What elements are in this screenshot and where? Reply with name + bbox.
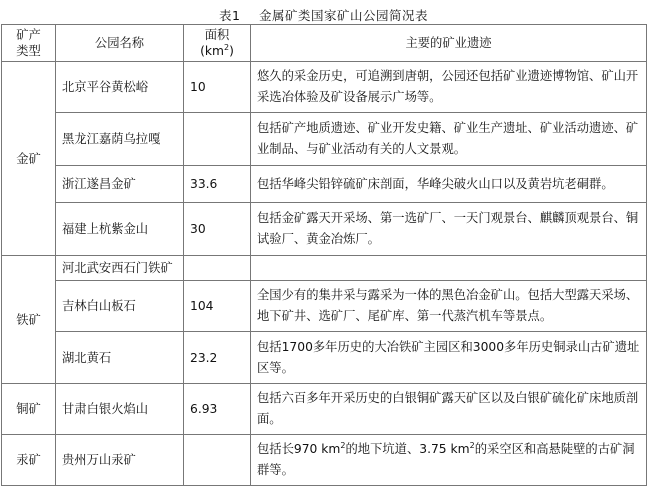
header-area-unit-sup: 2: [224, 42, 230, 52]
relics-text-part3: 的采空区和高悬陡壁的古矿洞群等。: [257, 442, 635, 477]
table-row: [2, 281, 647, 332]
park-relics: [251, 435, 647, 486]
type-cell-gold: 金矿: [2, 62, 56, 256]
park-area: 33.6: [184, 166, 251, 203]
park-area: [184, 256, 251, 281]
park-relics: 包括金矿露天开采场、第一选矿厂、一天门观景台、麒麟顶观景台、铜试验厂、黄金冶炼厂。: [251, 203, 647, 256]
header-area: [184, 25, 251, 62]
table-row: [2, 203, 647, 256]
park-relics: [251, 256, 647, 281]
relics-text-part1: 包括长970 km: [257, 442, 341, 456]
relics-sup2: 2: [469, 440, 475, 450]
mine-parks-table: [1, 24, 647, 486]
park-area: [184, 113, 251, 166]
table-row: [2, 384, 647, 435]
header-area-unit-close: ): [229, 44, 234, 58]
header-type-line2: 类型: [16, 44, 41, 58]
park-relics: 包括1700多年历史的大冶铁矿主园区和3000多年历史铜录山古矿遗址区等。: [251, 332, 647, 384]
park-relics: 包括华峰尖铅锌硫矿床剖面，华峰尖破火山口以及黄岩坑老硐群。: [251, 166, 647, 203]
table-caption: [0, 6, 647, 24]
park-relics: 包括六百多年开采历史的白银铜矿露天矿区以及白银矿硫化矿床地质剖面。: [251, 384, 647, 435]
header-row: [2, 25, 647, 62]
table-row: [2, 113, 647, 166]
table-row: [2, 166, 647, 203]
header-relics: 主要的矿业遗迹: [251, 25, 647, 62]
park-name: 黑龙江嘉荫乌拉嘎: [56, 113, 184, 166]
type-cell-iron: 铁矿: [2, 256, 56, 384]
table-row: [2, 62, 647, 113]
park-name: 贵州万山汞矿: [56, 435, 184, 486]
caption-number: 表1: [219, 8, 241, 23]
park-area: 23.2: [184, 332, 251, 384]
relics-text-part2: 的地下坑道、3.75 km: [345, 442, 470, 456]
park-relics: 全国少有的集井采与露采为一体的黑色冶金矿山。包括大型露天采场、地下矿井、选矿厂、尾矿库、第一代蒸汽机车等景点。: [251, 281, 647, 332]
park-name: 河北武安西石门铁矿: [56, 256, 184, 281]
header-area-line1: 面积: [204, 28, 230, 42]
park-name: 浙江遂昌金矿: [56, 166, 184, 203]
table-row: [2, 435, 647, 486]
park-area: 30: [184, 203, 251, 256]
park-name: 甘肃白银火焰山: [56, 384, 184, 435]
header-type-line1: 矿产: [16, 28, 41, 42]
park-name: 吉林白山板石: [56, 281, 184, 332]
type-cell-copper: 铜矿: [2, 384, 56, 435]
park-relics: 包括矿产地质遗迹、矿业开发史籍、矿业生产遗址、矿业活动遗迹、矿业制品、与矿业活动有关的人文景观。: [251, 113, 647, 166]
park-area: 10: [184, 62, 251, 113]
park-relics: 悠久的采金历史，可追溯到唐朝，公园还包括矿业遗迹博物馆、矿山开采选冶体验及矿设备展示广场等。: [251, 62, 647, 113]
park-name: 北京平谷黄松峪: [56, 62, 184, 113]
relics-sup1: 2: [340, 440, 346, 450]
type-cell-mercury: 汞矿: [2, 435, 56, 486]
park-area: 6.93: [184, 384, 251, 435]
park-area: 104: [184, 281, 251, 332]
table-row: [2, 256, 647, 281]
park-name: 福建上杭紫金山: [56, 203, 184, 256]
header-name: 公园名称: [56, 25, 184, 62]
caption-title: 金属矿类国家矿山公园简况表: [258, 8, 428, 23]
park-name: 湖北黄石: [56, 332, 184, 384]
header-type: [2, 25, 56, 62]
header-area-unit: (km: [200, 44, 224, 58]
park-area: [184, 435, 251, 486]
table-row: [2, 332, 647, 384]
